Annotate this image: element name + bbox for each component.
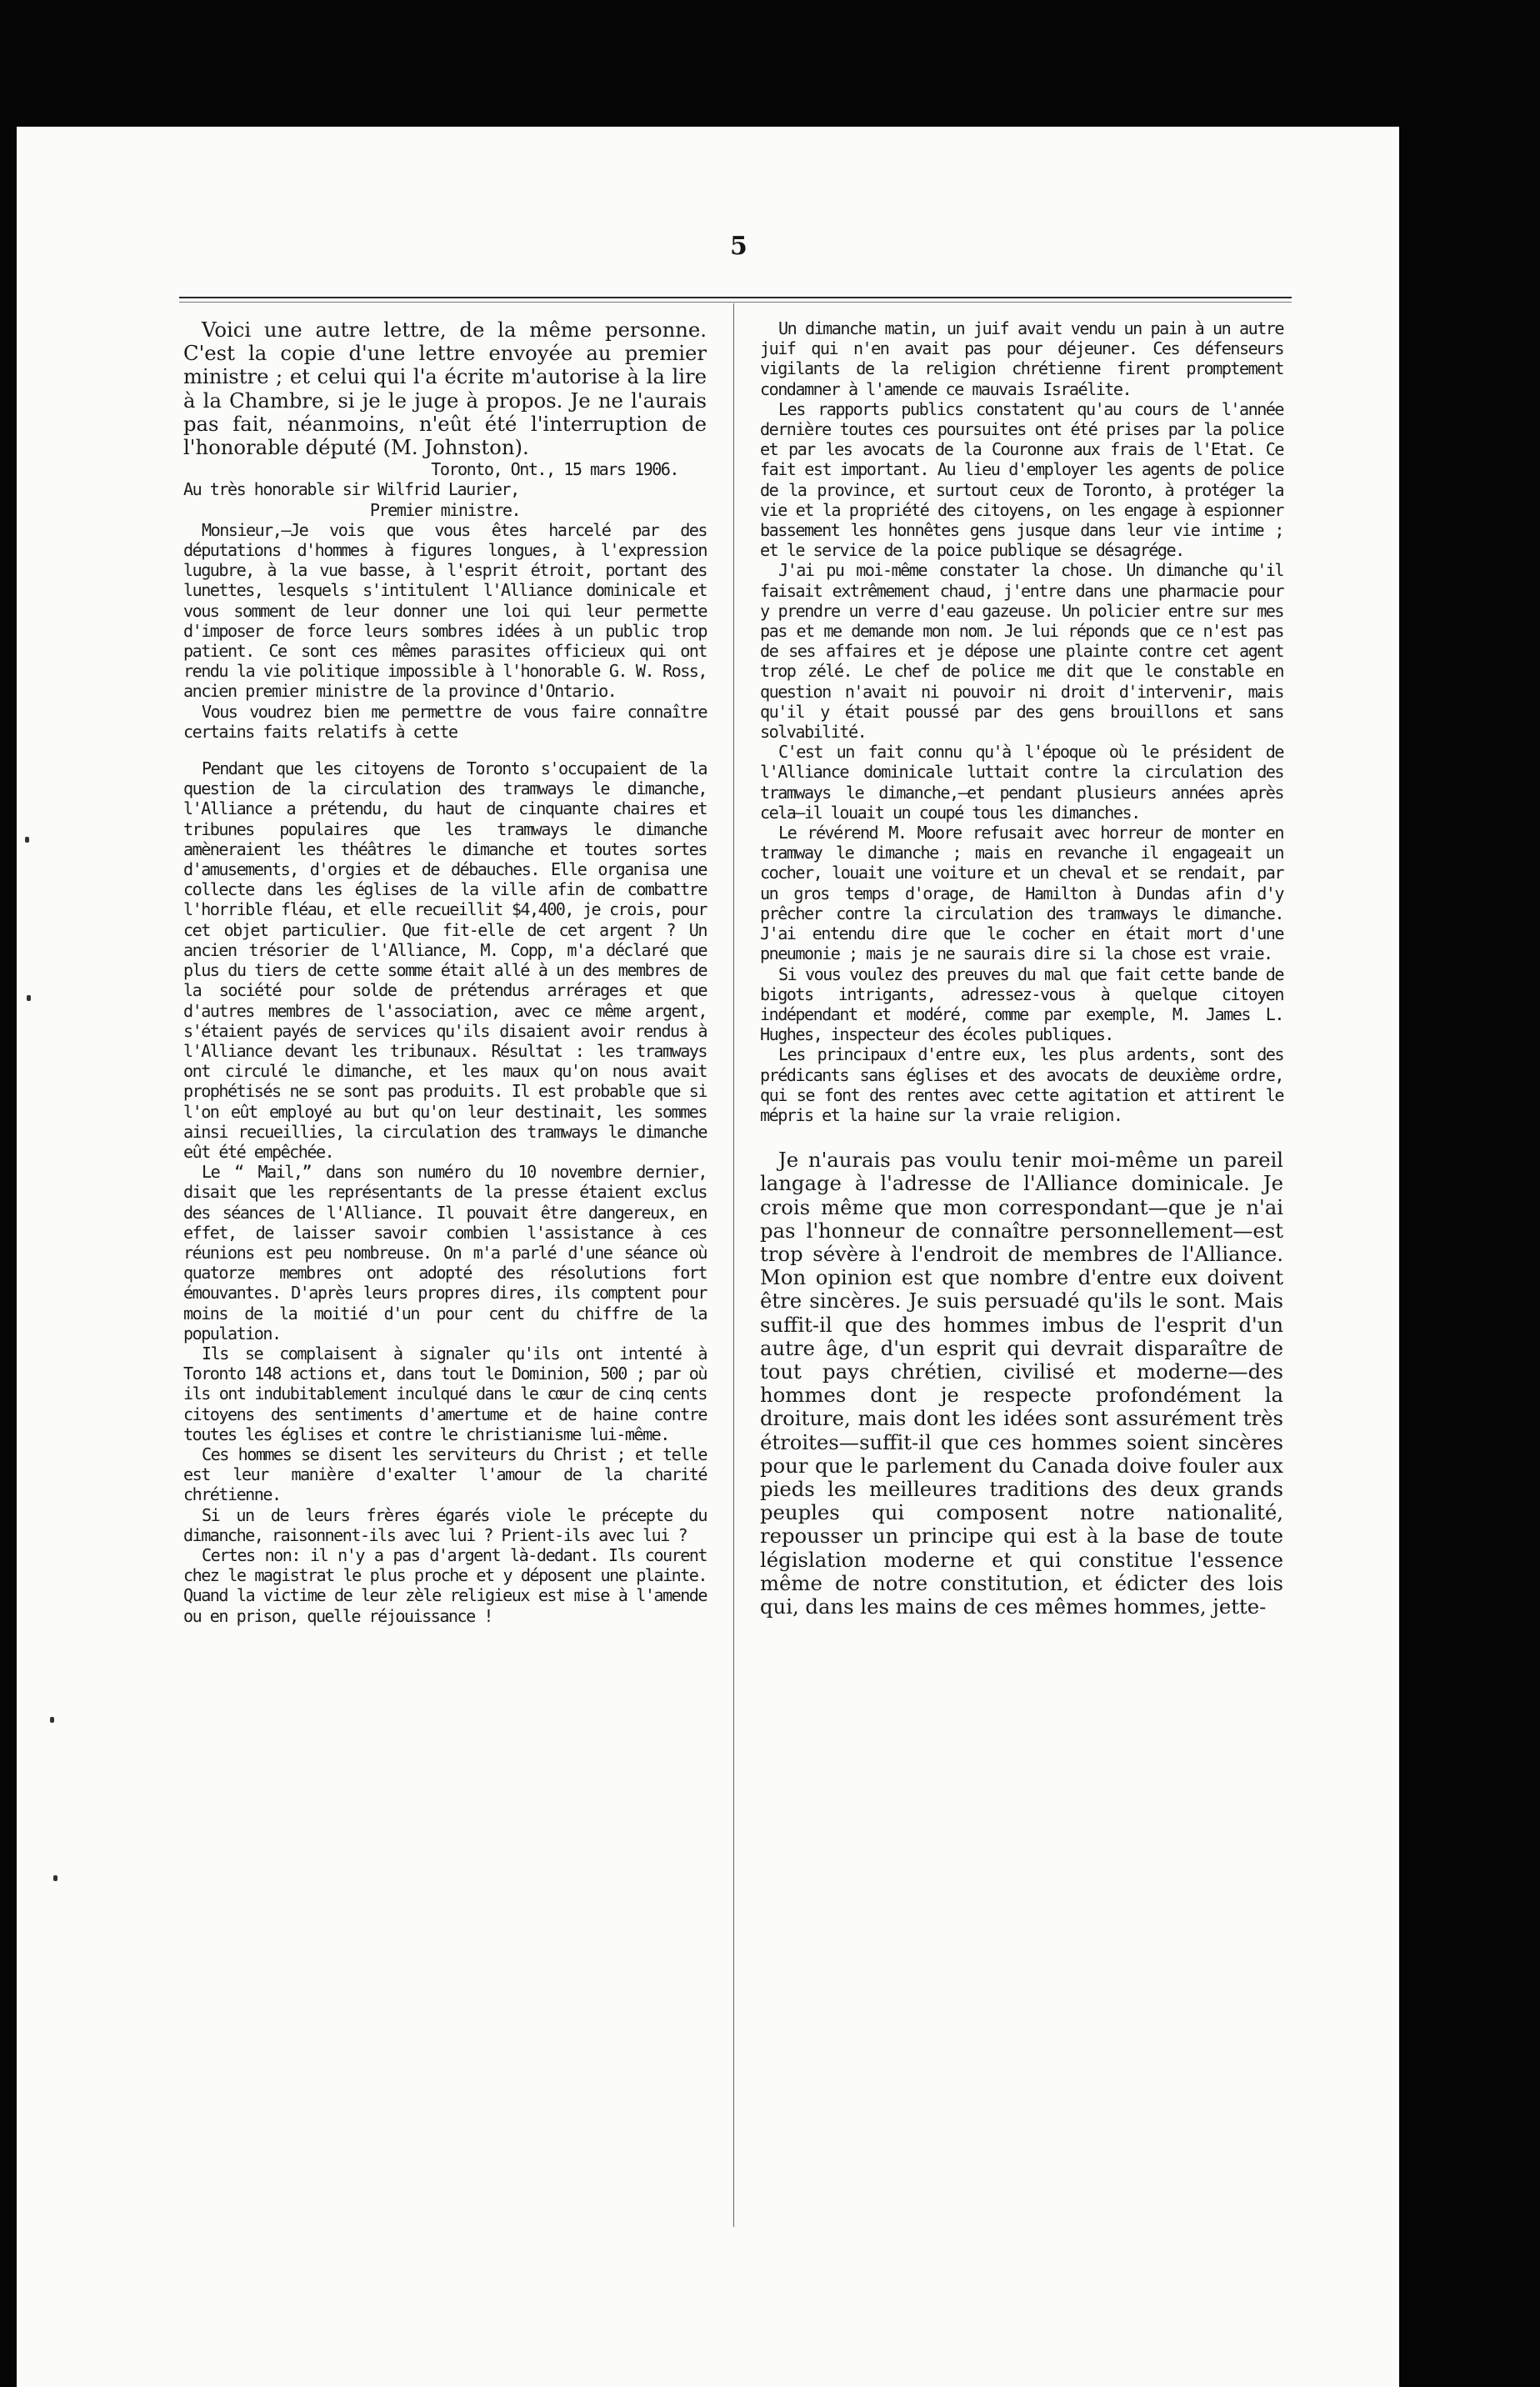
letter-dateline: Toronto, Ont., 15 mars 1906.	[431, 459, 678, 480]
page-number: 5	[730, 232, 748, 261]
letter-paragraph: Vous voudrez bien me permettre de vous faire connaître certains faits relatifs à cette	[183, 701, 707, 742]
margin-mark	[27, 995, 31, 1001]
margin-mark	[53, 1875, 58, 1881]
page-sheet	[17, 127, 1399, 2387]
column-divider	[733, 303, 734, 2227]
letter-paragraph: Le “ Mail,” dans son numéro du 10 novembre dernier, disait que les représentants de la presse étaient exclus des séances de l'Alliance. Il pouvait être dangereux, en effet, de laisser savoir combien l'assistance à ces réunions est peu nombreuse. On m'a parlé d'une séance où quatorze membres ont adopté des résolutions fort émouvantes. D'après leurs propres dires, ils comptent pour moins de la moitié d'un pour cent du chiffre de la population.	[183, 1162, 707, 1344]
letter-paragraph: Si un de leurs frères égarés viole le précepte du dimanche, raisonnent-ils avec lui ? Prient-ils avec lui ?	[183, 1504, 707, 1545]
right-column	[760, 318, 1283, 1619]
letter-paragraph: Pendant que les citoyens de Toronto s'occupaient de la question de la circulation des tramways le dimanche, l'Alliance a prétendu, du haut de cinquante chaires et tribunes populaires que les tramways le dimanche amèneraient les théâtres le dimanche et toutes sortes d'amusements, d'orgies et de débauches. Elle organisa une collecte dans les églises de la ville afin de combattre l'horrible fléau, et elle recueillit $4,400, je crois, pour cet objet particulier. Que fit-elle de cet argent ? Un ancien trésorier de l'Alliance, M. Copp, m'a déclaré que plus du tiers de cette somme était allé à un des membres de la société pour solde de prétendus arrérages et que d'autres membres de l'association, avec ce même argent, s'étaient payés de services qu'ils disaient avoir rendus à l'Alliance devant les tribunaux. Résultat : les tramways ont circulé le dimanche, et les maux qu'on nous avait prophétisés ne se sont pas produits. Il est probable que si l'on eût employé au but qu'on leur destinait, les sommes ainsi recueillies, la circulation des tramways le dimanche eût été empêchée.	[183, 758, 707, 1162]
letter-paragraph: J'ai pu moi-même constater la chose. Un dimanche qu'il faisait extrêmement chaud, j'entre dans une pharmacie pour y prendre un verre d'eau gazeuse. Un policier entre sur mes pas et me demande mon nom. Je lui réponds que ce n'est pas de ses affaires et je dépose une plainte contre cet agent trop zélé. Le chef de police me dit que le constable en question n'avait ni pouvoir ni droit d'intervenir, mais qu'il y était poussé par des gens brouillons et sans solvabilité.	[760, 560, 1283, 743]
intro-paragraph: Voici une autre lettre, de la même personne. C'est la copie d'une lettre envoyée au premier ministre ; et celui qui l'a écrite m'autorise à la lire à la Chambre, si je le juge à propos. Je ne l'aurais pas fait, néanmoins, n'eût été l'interruption de l'honorable député (M. Johnston).	[183, 318, 707, 460]
letter-paragraph: Les principaux d'entre eux, les plus ardents, sont des prédicants sans églises et des avocats de deuxième ordre, qui se font des rentes avec cette agitation et attirent le mépris et la haine sur la vraie religion.	[760, 1044, 1283, 1125]
letter-addressee-title: Premier ministre.	[369, 499, 521, 520]
letter-paragraph: Ils se complaisent à signaler qu'ils ont intenté à Toronto 148 actions et, dans tout le Dominion, 500 ; par où ils ont indubitablement inculqué dans le cœur de cinq cents citoyens des sentiments d'amertume et de haine contre toutes les églises et contre le christianisme lui-même.	[183, 1343, 707, 1444]
letter-paragraph: Certes non: il n'y a pas d'argent là-dedant. Ils courent chez le magistrat le plus proche et y déposent une plainte. Quand la victime de leur zèle religieux est mise à l'amende ou en prison, quelle réjouissance !	[183, 1544, 707, 1626]
letter-paragraph: Monsieur,—Je vois que vous êtes harcelé par des députations d'hommes à figures longues, à l'expression lugubre, à la vue basse, à l'esprit étroit, portant des lunettes, lesquels s'intitulent l'Alliance dominicale et vous somment de leur donner une loi qui leur permette d'imposer de force leurs sombres idées à un public trop patient. Ce sont ces mêmes parasites officieux qui ont rendu la vie politique impossible à l'honorable G. W. Ross, ancien premier ministre de la province d'Ontario.	[183, 519, 707, 702]
letter-paragraph: Les rapports publics constatent qu'au cours de l'année dernière toutes ces poursuites ont été prises par la police et par les avocats de la Couronne aux frais de l'Etat. Ce fait est important. Au lieu d'employer les agents de police de la province, et surtout ceux de Toronto, à protéger la vie et la propriété des citoyens, on les engage à espionner bassement les honnêtes gens jusque dans leur vie intime ; et le service de la poice publique se désagrége.	[760, 398, 1283, 561]
left-column	[183, 318, 707, 1626]
header-rule	[179, 297, 1292, 298]
letter-paragraph: Un dimanche matin, un juif avait vendu un pain à un autre juif qui n'en avait pas pour déjeuner. Ces défenseurs vigilants de la religion chrétienne firent promptement condamner à l'amende ce mauvais Israélite.	[760, 318, 1283, 399]
letter-paragraph: Le révérend M. Moore refusait avec horreur de monter en tramway le dimanche ; mais en revanche il engageait un cocher, louait une voiture et un cheval et se rendait, par un gros temps d'orage, de Hamilton à Dundas afin d'y prêcher contre la circulation des tramways le dimanche. J'ai entendu dire que le cocher en était mort d'une pneumonie ; mais je ne saurais dire si la chose est vraie.	[760, 823, 1283, 964]
header-rule-thin	[179, 302, 1292, 303]
section-gap	[760, 1125, 1283, 1148]
margin-mark	[50, 1717, 54, 1723]
letter-addressee: Au très honorable sir Wilfrid Laurier,	[183, 479, 519, 500]
letter-paragraph: C'est un fait connu qu'à l'époque où le président de l'Alliance dominicale luttait contre la circulation des tramways le dimanche,—et pendant plusieurs années après cela—il louait un coupé tous les dimanches.	[760, 742, 1283, 823]
letter-paragraph: Ces hommes se disent les serviteurs du Christ ; et telle est leur manière d'exalter l'amour de la charité chrétienne.	[183, 1444, 707, 1505]
missing-line-gap	[183, 742, 707, 758]
speech-paragraph: Je n'aurais pas voulu tenir moi-même un pareil langage à l'adresse de l'Alliance dominicale. Je crois même que mon correspondant—que je n'ai pas l'honneur de connaître personnellement—est trop sévère à l'endroit de membres de l'Alliance. Mon opinion est que nombre d'entre eux doivent être sincères. Je suis persuadé qu'ils le sont. Mais suffit-il que des hommes imbus de l'esprit d'un autre âge, d'un esprit qui devrait disparaître de tout pays chrétien, civilisé et moderne—des hommes dont je respecte profondément la droiture, mais dont les idées sont assurément très étroites—suffit-il que ces hommes soient sincères pour que le parlement du Canada doive fouler aux pieds les meilleures traditions des deux grands peuples qui composent notre nationalité, repousser un principe qui est à la base de toute législation moderne et qui constitue l'essence même de notre constitution, et édicter des lois qui, dans les mains de ces mêmes hommes, jette-	[760, 1148, 1283, 1619]
margin-mark	[25, 837, 29, 843]
letter-paragraph: Si vous voulez des preuves du mal que fait cette bande de bigots intrigants, adressez-vous à quelque citoyen indépendant et modéré, comme par exemple, M. James L. Hughes, inspecteur des écoles publiques.	[760, 963, 1283, 1045]
